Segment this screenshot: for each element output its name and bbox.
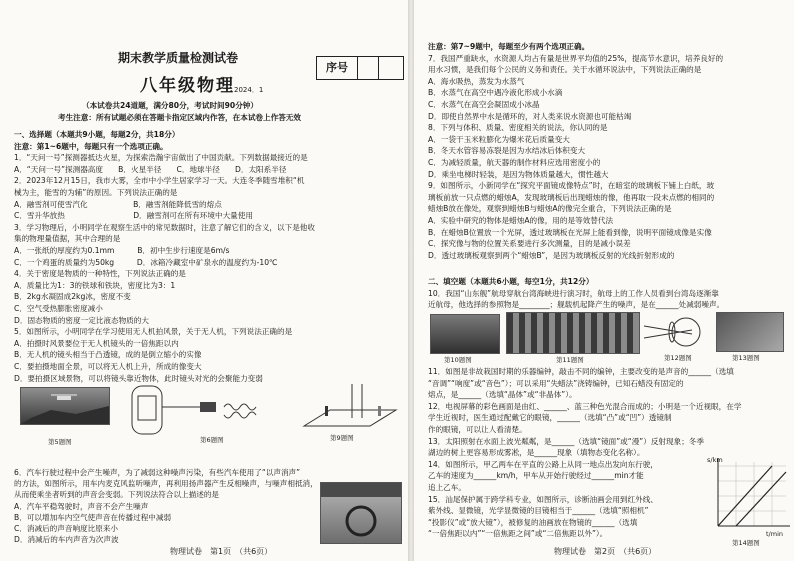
exam-title: 期末教学质量检测试卷 (118, 51, 239, 65)
seq-box (316, 56, 404, 80)
drone-photo (20, 387, 110, 425)
question-line: 9．如图所示，小新同学在“探究平面镜成像特点”时，在暗室的玻璃板下铺上白纸，玻 (428, 181, 715, 191)
fig12-caption: 第12题图 (664, 354, 692, 362)
car-icon (321, 483, 401, 543)
question-line: C．空气受热膨胀密度减小 (14, 304, 103, 313)
question-line: 蜡烛B放在像处，观察到蜡烛B与蜡烛A的像完全重合，下列说法正确的是 (428, 204, 672, 214)
question-line: 13．太阳照射在水面上波光粼粼，是______（选填“镜面”或“漫”）反射现象；冬季 (428, 436, 704, 446)
graph-caption: 第14题图 (732, 539, 760, 547)
question-line: 注意：第7~9题中，每题至少有两个选项正确。 (428, 42, 590, 51)
question-line: A．一张纸的厚度约为0.1mm B．初中生步行速度是6m/s (14, 246, 230, 255)
question-line: 11．如图是非故栽国时期的乐器编钟，敲击不同的编钟，主要改变的是声音的______（选填 (428, 367, 734, 376)
fig13-caption: 第13题图 (732, 354, 760, 362)
graph-ylabel: s/km (707, 456, 723, 464)
question-line: 15．汕尾保护属于跨学科专业，如图所示，诊断油画会用到红外线、 (428, 494, 658, 504)
question-line: 的方法，如图所示，用车内麦克风监听噪声，再利用扬声器产生反相噪声，与噪声相抵消， (14, 479, 318, 489)
question-line: A．海水吸热，蒸发为水蒸气 (428, 76, 525, 86)
question-line: 用水习惯，是我们每个公民的义务和责任。关于水循环说法中，下列说法正确的是 (428, 65, 702, 75)
question-line: 4．关于密度是物质的一种特性，下列说法正确的是 (14, 269, 186, 279)
question-line: A．融雪剂可使雪汽化 B．融雪剂能降低雪的熔点 (14, 199, 222, 209)
question-line: 熔点，是______（选填“晶体”或“非晶体”）。 (428, 390, 577, 400)
question-line: 学生近视时，医生通过配戴它的眼镜，______（选填“凸”或“凹”）透镜制 (428, 413, 672, 423)
seq-label: 序号 (317, 57, 358, 79)
question-line: 紫外线、显微镜，光学显微镜的目镜相当于______（选填“照相机” (428, 506, 649, 516)
question-line: D．固态物质的密度一定比液态物质的大 (14, 315, 149, 325)
question-line: 璃板前放一只点燃的蜡烛A，发现玻璃板后出现蜡烛的像，他再取一段未点燃的相同的 (428, 192, 715, 202)
fig6-caption: 第6题图 (200, 436, 224, 444)
question-line: 8．下列与体积、质量、密度相关的说法，你认同的是 (428, 123, 608, 133)
question-line: “一倍焦距以内”“一倍焦距之间”或“二倍焦距以外”）。 (428, 529, 608, 539)
question-line: 14．如图所示，甲乙两车在平直的公路上从同一地点出发向东行驶， (428, 459, 658, 469)
question-line: B．水蒸气在高空中遇冷液化形成小水滴 (428, 88, 563, 98)
question-line: A．实验中研究的物体是蜡烛A的像，用的是等效替代法 (428, 216, 614, 225)
car-interior-photo (320, 482, 402, 544)
left-footer: 物理试卷 第1页 （共6页） (170, 547, 273, 556)
drone-icon (21, 388, 109, 424)
question-line: C．探究像与物的位置关系要进行多次测量，目的是减小误差 (428, 239, 631, 249)
question-line: C．消减后的声音响度比原来小 (14, 524, 119, 533)
question-line: B．可以增加车内空气使声音在传播过程中减弱 (14, 512, 172, 522)
question-line: 6．汽车行驶过程中会产生噪声，为了减弱这种噪声污染，有些汽车使用了“以声消声” (14, 468, 301, 477)
question-line: 12．电视屏幕的彩色画面是由红、______、蓝三种色光混合而成的；小明是一个近视眼，在学 (428, 401, 742, 411)
question-line: D．即使自然界中水是循环的，对人类来说水资源也可能枯竭 (428, 111, 632, 121)
question-line: 10．我国“山东舰”航母穿航台湾海峡进行演习时，航母上的工作人员看到台湾岛逐渐靠 (428, 289, 719, 298)
question-line: 5．如图所示，小明同学在学习使用无人机拍风景，关于无人机，下列说法正确的是 (14, 327, 293, 337)
question-line: 械为主，能雪的为辅”的原因。下列说法正确的是 (14, 188, 178, 197)
question-line: 作的眼镜，可以让人看清楚。 (428, 425, 527, 434)
question-line: 湖边的树上更容易形成雾凇，是______现象（填物态变化名称）。 (428, 448, 645, 458)
fig9-caption: 第9题图 (330, 434, 354, 442)
question-line: 注意：第1~6题中，每题只有一个选项正确。 (14, 141, 168, 151)
question-line: C．一个鸡蛋的质量约为50kg D．冰箱冷藏室中矿泉水的温度约为-10℃ (14, 257, 278, 267)
question-line: C．为减轻质量，航天器的制作材料应选用密度小的 (428, 158, 601, 167)
question-line: D．透过玻璃板观察到两个“蜡烛B”，是因为玻璃板反射的光线折射形成的 (428, 250, 675, 260)
question-line: A．“天问一号”探测器高度 B．火星半径 C．地球半径 D．太阳系半径 (14, 164, 287, 174)
question-line: A．一袋干玉米粒膨化为爆米花后质量变大 (428, 134, 570, 144)
question-line: 近航母，他选择的参照物是________；舰载机起降产生的噪声，是在______处减弱噪声。 (428, 300, 725, 309)
question-line: B．2kg水凝固成2kg冰，密度不变 (14, 292, 131, 302)
car-noise-diagram (128, 380, 298, 438)
question-line: 从而使乘坐者听到的声音会变弱。下列说法符合以上描述的是 (14, 490, 220, 500)
question-line: 乙车的速度为______km/h，甲车从开始行驶经过______min才能 (428, 471, 644, 481)
question-line: C．雪升华放热 D．融雪剂可在所有环境中大量使用 (14, 211, 253, 221)
question-line: “投影仪”或“放大镜”），被修复的油画放在物镜的______（选填 (428, 517, 638, 527)
question-line: A．汽车平稳驾驶时，声音不会产生噪声 (14, 501, 149, 511)
question-line: 1．“天问一号”探测器抵达火星，为探索浩瀚宇宙做出了中国贡献。下列数据最接近的是 (14, 153, 308, 163)
question-line: D．要拍摄区域景物，可以将镜头靠近物体，此时镜头对光的会聚能力变弱 (14, 373, 263, 383)
question-line: B．在蜡烛B位置放一个光屏，透过玻璃板在光屏上能看到像，说明平面镜成像是实像 (428, 227, 712, 237)
right-footer: 物理试卷 第2页 （共6页） (554, 547, 657, 556)
section2-heading: 二、填空题（本题共6小题，每空1分，共12分） (428, 277, 594, 286)
question-line: A．拍摄时风景要位于无人机镜头的一倍焦距以内 (14, 338, 179, 348)
exam-date: 2024．1 (234, 86, 264, 94)
question-line: 集的物理量值据，其中合理的是 (14, 234, 121, 244)
question-line: 3．学习物理后，小明同学在观察生活中的常见数据时，注意了解它们的含义，以下是他收 (14, 222, 315, 232)
question-line: D．乘坐电梯时轻装，是因为物体质量越大，惯性越大 (428, 169, 609, 179)
question-line: 7．我国严重缺水，水资源人均占有量是世界平均值的25%，提高节水意识，培养良好的 (428, 53, 724, 63)
graph-xlabel: t/min (766, 530, 783, 538)
question-line: A．质量比为1：3的铁球和铁块，密度比为3：1 (14, 280, 176, 290)
subject-title: 八年级物理 (140, 76, 235, 96)
question-line: 2．2023年12月15日，我市大雾，全市中小学生居家学习一天。大连冬季随雪堆积“机 (14, 176, 305, 186)
question-line: C．水蒸气在高空会凝固成小冰晶 (428, 100, 540, 109)
fig5-caption: 第5题图 (48, 438, 72, 446)
question-line: B．无人机的镜头相当于凸透镜，成的是倒立缩小的实像 (14, 350, 202, 360)
question-line: D．消减后的车内声音为次声波 (14, 535, 119, 545)
question-line: “音调”“响度”或“音色”）；可以采用“失蜡法”浇铸编钟，已知石蜡没有固定的 (428, 378, 684, 388)
question-line: B．冬天水管容易冻裂是因为水结冰后体积变大 (428, 146, 586, 156)
fig11-caption: 第11题图 (556, 356, 584, 364)
exam-info: （本试卷共24道题，满分80分，考试时间90分钟） (82, 101, 258, 110)
question-line: C．要拍摄地面全景，可以将无人机上升，所成的像变大 (14, 362, 202, 371)
mirror-diagram (300, 380, 400, 432)
question-line: 追上乙车。 (428, 483, 466, 492)
exam-notice: 考生注意：所有试题必须在答题卡指定区域内作答，在本试卷上作答无效 (58, 113, 301, 122)
right-question-lines-3 (414, 0, 794, 561)
question-line: 一、选择题（本题共9小题，每题2分，共18分） (14, 130, 180, 139)
fig10-caption: 第10题图 (444, 356, 472, 364)
